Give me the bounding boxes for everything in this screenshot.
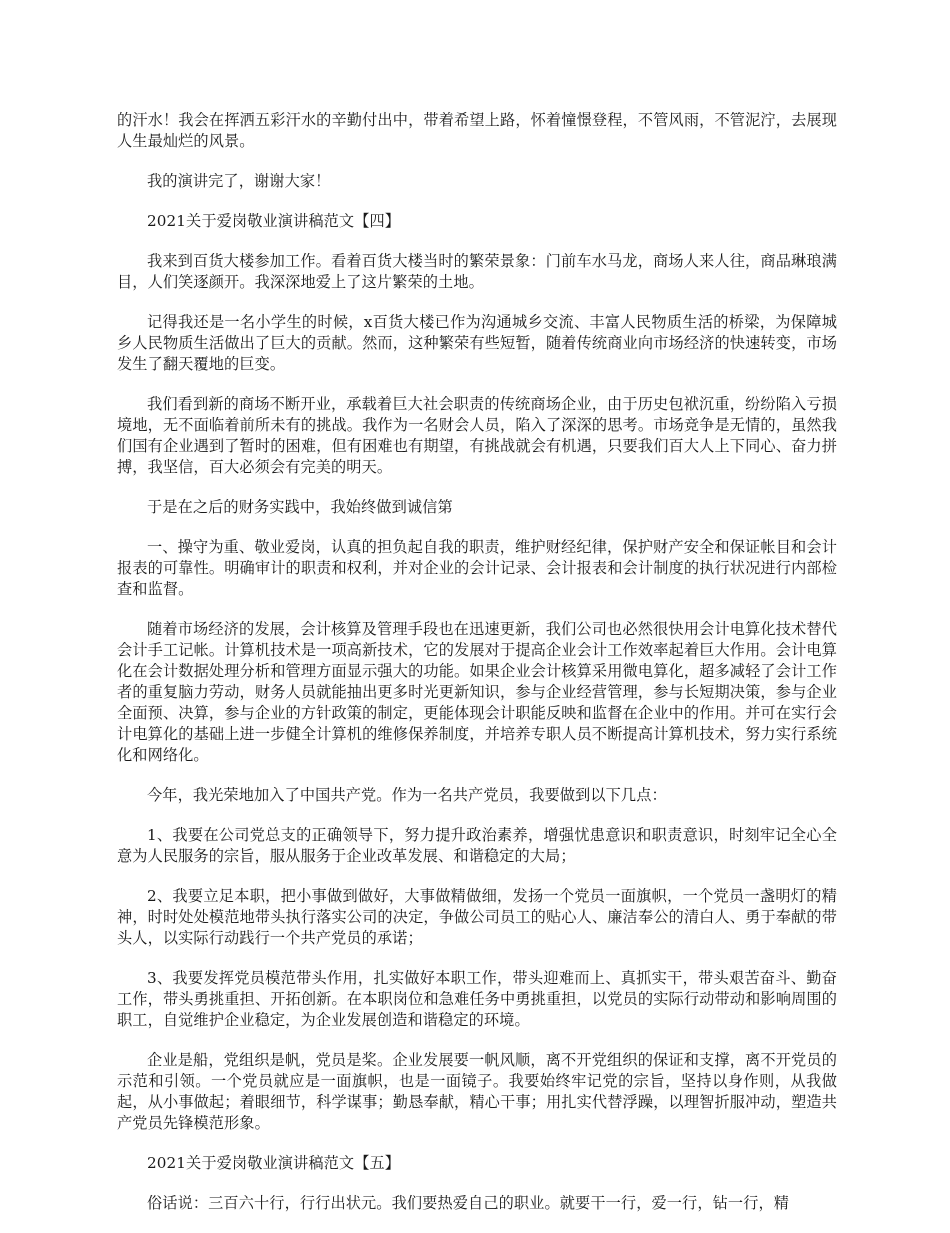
- list-item-1: 1、我要在公司党总支的正确领导下，努力提升政治素养，增强忧患意识和职责意识，时刻牢记全心全意为人民服务的宗旨，服从服务于企业改革发展、和谐稳定的大局；: [117, 826, 837, 865]
- paragraph: 我们看到新的商场不断开业，承载着巨大社会职责的传统商场企业，由于历史包袱沉重，纷纷陷入亏损境地，无不面临着前所未有的挑战。我作为一名财会人员，陷入了深深的思考。市场竞争是无情的，虽然我们国有企业遇到了暂时的困难，但有困难也有期望，有挑战就会有机遇，只要我们百大人上下同心、奋力拼搏，我坚信，百大必须会有完美的明天。: [117, 395, 837, 476]
- paragraph: 我来到百货大楼参加工作。看着百货大楼当时的繁荣景象：门前车水马龙，商场人来人往，商品琳琅满目，人们笑逐颜开。我深深地爱上了这片繁荣的土地。: [117, 252, 837, 291]
- section-heading-five: 2021关于爱岗敬业演讲稿范文【五】: [147, 1154, 401, 1172]
- paragraph: 随着市场经济的发展，会计核算及管理手段也在迅速更新，我们公司也必然很快用会计电算化技术替代会计手工记帐。计算机技术是一项高新技术，它的发展对于提高企业会计工作效率起着巨大作用。会计电算化在会计数据处理分析和管理方面显示强大的功能。如果企业会计核算采用微电算化，超多减轻了会计工作者的重复脑力劳动，财务人员就能抽出更多时光更新知识，参与企业经营管理，参与长短期决策，参与企业全面预、决算，参与企业的方针政策的制定，更能体现会计职能反映和监督在企业中的作用。并可在实行会计电算化的基础上进一步健全计算机的维修保养制度，并培养专职人员不断提高计算机技术，努力实行系统化和网络化。: [117, 620, 837, 764]
- section-heading-four: 2021关于爱岗敬业演讲稿范文【四】: [147, 212, 401, 230]
- paragraph-intro-continuation: 的汗水！我会在挥洒五彩汗水的辛勤付出中，带着希望上路，怀着憧憬登程，不管风雨，不管泥泞，去展现人生最灿烂的风景。: [117, 111, 837, 150]
- list-item-3: 3、我要发挥党员模范带头作用，扎实做好本职工作，带头迎难而上、真抓实干，带头艰苦奋斗、勤奋工作，带头勇挑重担、开拓创新。在本职岗位和急难任务中勇挑重担，以党员的实际行动带动和影响周围的职工，自觉维护企业稳定，为企业发展创造和谐稳定的环境。: [117, 969, 837, 1029]
- paragraph-closing: 我的演讲完了，谢谢大家！: [147, 172, 331, 190]
- paragraph: 于是在之后的财务实践中，我始终做到诚信第: [147, 498, 453, 516]
- list-item-2: 2、我要立足本职，把小事做到做好，大事做精做细，发扬一个党员一面旗帜，一个党员一盏明灯的精神，时时处处模范地带头执行落实公司的决定，争做公司员工的贴心人、廉洁奉公的清白人、勇于奉献的带头人，以实际行动践行一个共产党员的承诺；: [117, 887, 837, 947]
- paragraph: 记得我还是一名小学生的时候，x百货大楼已作为沟通城乡交流、丰富人民物质生活的桥梁，为保障城乡人民物质生活做出了巨大的贡献。然而，这种繁荣有些短暂，随着传统商业向市场经济的快速转变，市场发生了翻天覆地的巨变。: [117, 313, 837, 373]
- paragraph: 俗话说：三百六十行，行行出状元。我们要热爱自己的职业。就要干一行，爱一行，钻一行，精: [147, 1194, 790, 1212]
- paragraph: 企业是船，党组织是帆，党员是桨。企业发展要一帆风顺，离不开党组织的保证和支撑，离不开党员的示范和引领。一个党员就应是一面旗帜，也是一面镜子。我要始终牢记党的宗旨，坚持以身作则，从我做起，从小事做起；着眼细节，科学谋事；勤恳奉献，精心干事；用扎实代替浮躁，以理智折服冲动，塑造共产党员先锋模范形象。: [117, 1051, 837, 1132]
- document-body: [117, 110, 837, 1233]
- paragraph: 一、操守为重、敬业爱岗，认真的担负起自我的职责，维护财经纪律，保护财产安全和保证帐目和会计报表的可靠性。明确审计的职责和权利，并对企业的会计记录、会计报表和会计制度的执行状况进行内部检查和监督。: [117, 538, 837, 598]
- paragraph: 今年，我光荣地加入了中国共产党。作为一名共产党员，我要做到以下几点：: [147, 786, 667, 804]
